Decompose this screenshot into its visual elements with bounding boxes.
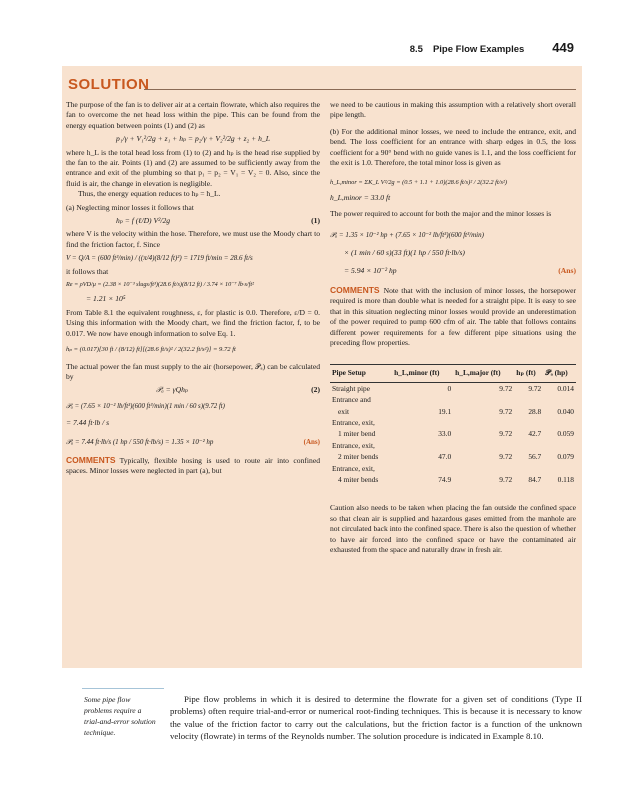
table-header: 𝒫ₐ (hp) [543, 365, 576, 382]
solution-left-column [66, 100, 320, 477]
table-header: Pipe Setup [330, 365, 392, 382]
equation-minor-loss-result: h_L,minor = 33.0 ft [330, 192, 391, 202]
table-cell: 0.040 [557, 406, 574, 416]
equation-power-2: = 7.44 ft·lb / s [66, 418, 110, 428]
body-paragraph: Pipe flow problems in which it is desired to determine the flowrate for a given set of conditions (Type II problems) often require trial-and-error or numerical root-finding techniques. This is because it is necessary to know the value of the friction factor to carry out the calculations, but the friction factor is a function of the unknown velocity (flowrate) in terms of the Reynolds number. The solution procedure is indicated in Example 8.10. [170, 694, 582, 742]
table-cell: 28.8 [528, 406, 542, 416]
table-cell [514, 440, 543, 451]
table-cell: 0.059 [557, 429, 574, 439]
equation-1-body: hₚ = f (ℓ/D) V²/2g [116, 216, 171, 226]
table-cell: 9.72 [499, 429, 513, 439]
margin-rule [82, 688, 164, 689]
table-header: hₚ (ft) [514, 365, 543, 382]
table-cell: Entrance, exit, [332, 440, 375, 450]
page-header [410, 40, 574, 55]
paragraph: it follows that [66, 266, 109, 276]
table-cell: 33.0 [438, 429, 452, 439]
table-row [330, 428, 576, 439]
paragraph: where h_L is the total head loss from (1) to (2) and hₚ is the head rise supplied by the fan to the air. Points (1) and (2) are assumed to be sufficiently away from the entrance and exit of the plumbing so that p₁ = p₂ = V₁ = V₂ = 0. Also, since the fluid is air, the change in elevation is negligible. [66, 147, 320, 188]
table-cell: 47.0 [438, 452, 452, 462]
table-cell [543, 417, 576, 428]
comments-label: COMMENTS [66, 454, 116, 465]
table-cell [543, 394, 576, 405]
table-cell [543, 463, 576, 474]
table-cell [392, 463, 453, 474]
table-cell [453, 417, 514, 428]
paragraph: Thus, the energy equation reduces to hₚ = h_L. [78, 189, 221, 199]
caution-paragraph: Caution also needs to be taken when placing the fan outside the confined space so that clean air is supplied and hazardous gases emitted from the manhole are not circulated back into the confined space. There is also the question of whether to have air forced into the confined space or have the contaminated air exhausted from the space and naturally draw in fresh air. [330, 503, 576, 554]
table-cell: 2 miter bends [338, 452, 379, 462]
table-cell: exit [338, 406, 350, 416]
page-number: 449 [552, 40, 574, 55]
table-cell: 0.079 [557, 452, 574, 462]
table-cell: 9.72 [499, 474, 513, 484]
equation-velocity: V = Q/A = (600 ft³/min) / ((π/4)(8/12 ft)²) = 1719 ft/min = 28.6 ft/s [66, 254, 253, 263]
part-a-label: (a) Neglecting minor losses it follows that [66, 202, 194, 212]
equation-1 [66, 216, 320, 226]
table-cell: 0 [447, 383, 452, 393]
margin-note: Some pipe flow problems require a trial-and-error solution technique. [84, 695, 156, 737]
equation-2-tag: (2) [311, 385, 320, 395]
equation-2 [66, 385, 320, 395]
table-cell: 4 miter bends [338, 474, 379, 484]
solution-title: SOLUTION [68, 76, 150, 93]
equation-power-3-body: 𝒫ₐ = 7.44 ft·lb/s (1 hp / 550 ft·lb/s) = 1.35 × 10⁻² hp [66, 437, 214, 446]
equation-head: hₚ = (0.017)[30 ft / (8/12) ft][(28.6 ft/s)² / 2(32.2 ft/s²)] = 9.72 ft [66, 346, 236, 354]
equation-2-body: 𝒫ₐ = γQhₚ [156, 385, 188, 395]
equation-total-power-2: × (1 min / 60 s)(33 ft)(1 hp / 550 ft·lb/s) [344, 248, 465, 258]
equation-power-1: 𝒫ₐ = (7.65 × 10⁻² lb/ft³)(600 ft³/min)(1 min / 60 s)(9.72 ft) [66, 402, 225, 410]
power-table [330, 364, 576, 485]
section-heading: 8.5 Pipe Flow Examples [409, 44, 525, 55]
comments-paragraph [66, 455, 320, 477]
comments-label: COMMENTS [330, 284, 380, 295]
paragraph: The purpose of the fan is to deliver air at a certain flowrate, which also requires the fan to overcome the net head loss within the pipe. This can be found from the energy equation between points (1) and (2) as [66, 100, 320, 130]
table-row [330, 463, 576, 474]
table-cell: 0.014 [557, 383, 574, 393]
table-cell [514, 394, 543, 405]
table-row [330, 451, 576, 462]
solution-right-column [330, 100, 576, 555]
table-cell: Entrance and [332, 395, 371, 405]
table-cell: 9.72 [499, 383, 513, 393]
table-row [330, 394, 576, 405]
comments-text: Note that with the inclusion of minor losses, the horsepower required is more than double what is needed for a straight pipe. It is easy to see that in this situation neglecting minor losses would provide an underestimation of the power required to pump 600 cfm of air. The table that follows contains different power requirements for a few different pipe situations using the preceding flow properties. [330, 285, 576, 347]
table-cell: 0.118 [557, 474, 574, 484]
table-body [330, 382, 576, 485]
table-cell: Entrance, exit, [332, 463, 375, 473]
table-row [330, 417, 576, 428]
equation-total-power-3 [330, 266, 576, 276]
answer-label: (Ans) [558, 266, 576, 276]
equation-total-power-1: 𝒫ₐ = 1.35 × 10⁻² hp + (7.65 × 10⁻² lb/ft³)(600 ft³/min) [330, 230, 484, 239]
table-cell [392, 394, 453, 405]
paragraph: where V is the velocity within the hose. Therefore, we must use the Moody chart to find the friction factor, f. Since [66, 229, 320, 249]
table-cell: 42.7 [528, 429, 542, 439]
table-row [330, 406, 576, 417]
table-header: h_L,minor (ft) [392, 365, 453, 382]
table-cell [453, 440, 514, 451]
table-cell [392, 440, 453, 451]
paragraph: The actual power the fan must supply to the air (horsepower, 𝒫ₐ) can be calculated by [66, 361, 320, 381]
table-cell: 1 miter bend [338, 429, 376, 439]
comments-text: Typically, flexible hosing is used to route air into confined spaces. Minor losses were neglected in part (a), but [66, 455, 320, 476]
table-cell: 19.1 [438, 406, 452, 416]
paragraph: The power required to account for both the major and the minor losses is [330, 209, 552, 219]
table-cell: 84.7 [528, 474, 542, 484]
table-cell: 9.72 [528, 383, 542, 393]
table-header: h_L,major (ft) [453, 365, 514, 382]
table-cell: Entrance, exit, [332, 417, 375, 427]
equation-energy: p₁/γ + V₁²/2g + z₁ + hₚ = p₂/γ + V₂²/2g + z₂ + h_L [116, 134, 270, 144]
table-header-row [330, 365, 576, 382]
table-cell [453, 394, 514, 405]
table-cell: Straight pipe [332, 383, 370, 393]
part-b-paragraph: (b) For the additional minor losses, we need to include the entrance, exit, and bend. The loss coefficient for an entrance with sharp edges in 0.5, the loss coefficient for a 90° bend with no guide vanes is 1.1, and the loss coefficient for the exit is 1.0. Therefore, the total minor loss is given as [330, 126, 576, 168]
equation-total-power-3-body: = 5.94 × 10⁻² hp [344, 266, 397, 276]
paragraph: From Table 8.1 the equivalent roughness, ε, for plastic is 0.0. Therefore, ε/D = 0. Using this information with the Moody chart, we find the friction factor, f, to be 0.017. We now have enough information to solve Eq. 1. [66, 307, 320, 338]
equation-1-tag: (1) [311, 216, 320, 226]
table-cell [514, 417, 543, 428]
table-cell: 74.9 [438, 474, 452, 484]
paragraph: we need to be cautious in making this assumption with a relatively short overall pipe length. [330, 100, 576, 120]
table-cell [392, 417, 453, 428]
table-row [330, 474, 576, 485]
equation-reynolds: Re = ρVD/μ = (2.38 × 10⁻³ slugs/ft³)(28.6 ft/s)(8/12 ft) / 3.74 × 10⁻⁷ lb·s/ft² [66, 281, 254, 289]
table-cell [543, 440, 576, 451]
table-cell [453, 463, 514, 474]
equation-power-3 [66, 437, 320, 447]
equation-minor-loss: h_L,minor = ΣK_L V²/2g = (0.5 + 1.1 + 1.0)(28.6 ft/s)² / 2(32.2 ft/s²) [330, 179, 508, 187]
table-cell [514, 463, 543, 474]
table-cell: 56.7 [528, 452, 542, 462]
table-row [330, 382, 576, 394]
table-cell: 9.72 [499, 406, 513, 416]
equation-reynolds-result: = 1.21 × 10⁵ [86, 293, 126, 303]
table-row [330, 440, 576, 451]
solution-rule [144, 89, 576, 90]
answer-label: (Ans) [303, 437, 320, 446]
table-cell: 9.72 [499, 452, 513, 462]
solution-box [62, 66, 582, 668]
comments-paragraph [330, 285, 576, 348]
